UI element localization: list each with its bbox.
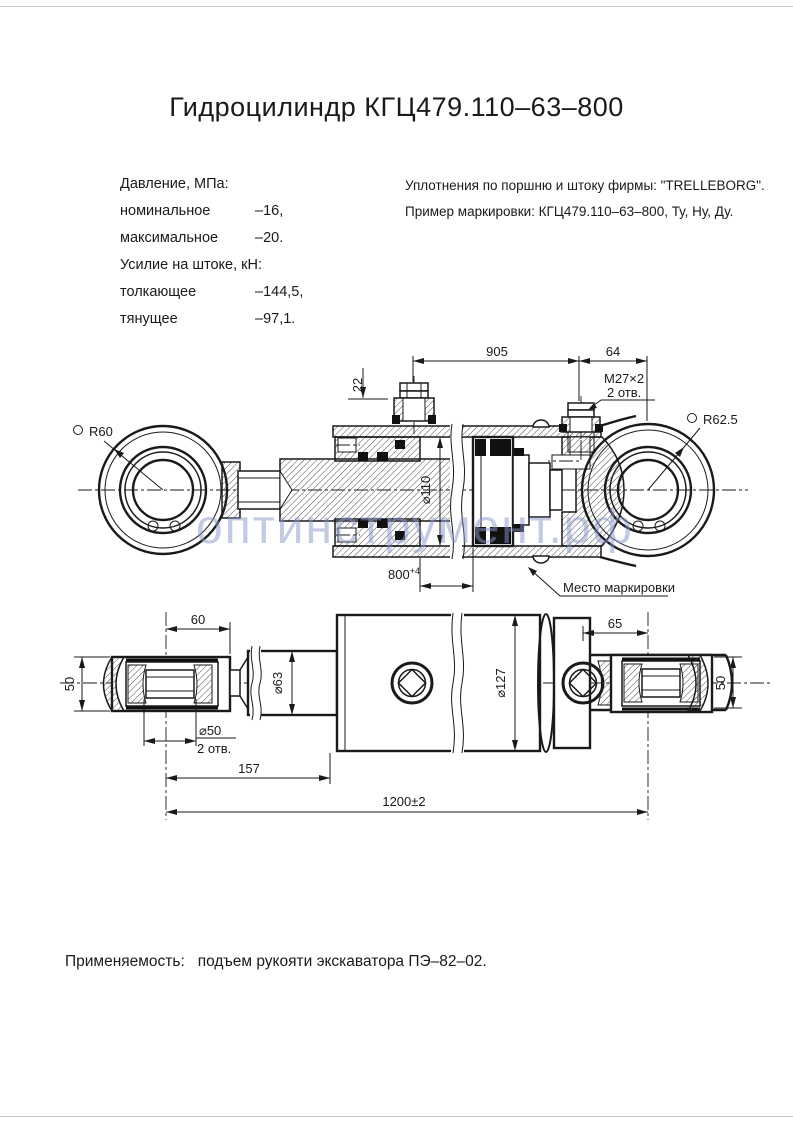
dim-1200: 1200±2 [382,794,426,809]
weld-bead-bottom [533,556,549,563]
spec-pressure-header: Давление, МПа: [120,176,229,192]
drawing-title: Гидроцилиндр КГЦ479.110–63–800 [169,92,624,122]
cylinder-body-plan [337,615,540,751]
label-r62: R62.5 [703,412,738,427]
dim-rod-63: ⌀63 [270,671,285,695]
head-block-plan [554,618,590,748]
spec-value: –144,5, [255,284,304,300]
spec-value: –20. [255,230,284,246]
dim-64: 64 [605,344,621,359]
spec-label: номинальное [120,203,211,219]
dim-157: 157 [238,761,260,776]
spec-value: –97,1. [255,311,296,327]
note-marking: Пример маркировки: КГЦ479.110–63–800, Ту, Ну, Ду. [405,204,734,219]
dim-65: 65 [607,616,623,631]
side-section-view [74,344,749,596]
spec-force-header: Усилие на штоке, кН: [120,257,262,273]
right-bushing [598,655,712,712]
oil-channel-horizontal [552,455,590,469]
dim-eye-bore-50: ⌀50 [199,723,222,738]
spec-label: максимальное [120,230,219,246]
spec-label: тянущее [120,311,178,327]
left-bushing [104,657,231,711]
dim-50-right: 50 [713,675,728,691]
weld-bead-top [533,420,549,427]
dim-thread-holes: 2 отв. [607,385,642,400]
plan-view [60,612,770,820]
dim-905: 905 [486,344,508,359]
note-seals: Уплотнения по поршню и штоку фирмы: "TRELLEBORG". [405,178,765,193]
label-marking-place: Место маркировки [563,580,676,595]
dim-60: 60 [190,612,206,627]
spec-value: –16, [255,203,284,219]
label-r60: R60 [89,424,113,439]
dim-thread: M27×2 [604,371,645,386]
dim-eye-holes: 2 отв. [197,741,232,756]
dim-800: $800^{+4}$ [388,566,420,582]
dim-22: 22 [350,377,365,393]
spec-label: толкающее [120,284,197,300]
application-note: Применяемость: подъем рукояти экскаватора ПЭ–82–02. [65,953,487,970]
rod-tip [230,670,240,696]
dim-body-127: ⌀127 [493,668,508,698]
watermark: оптинструмент.рф [196,501,634,554]
dim-bore-110: ⌀110 [418,475,433,505]
dim-50-left: 50 [62,676,77,692]
